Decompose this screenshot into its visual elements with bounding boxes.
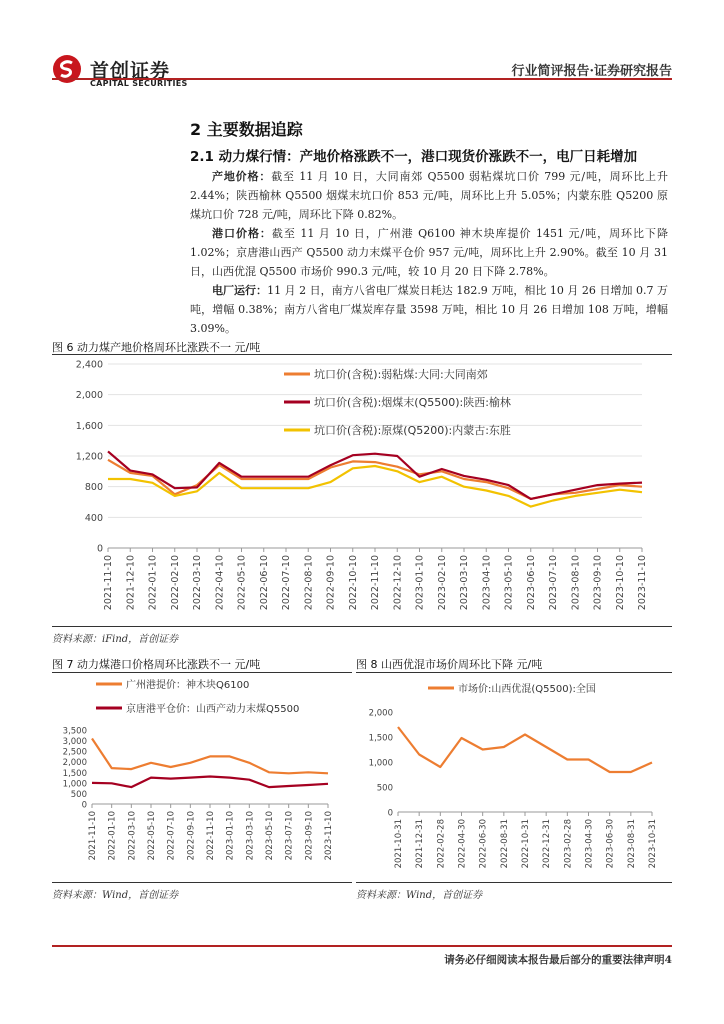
fig6-top-rule: [52, 354, 672, 355]
x-tick-label: 2023-08-31: [626, 819, 637, 869]
x-tick-label: 2022-05-10: [147, 811, 157, 861]
fig8-source: 资料来源：Wind，首创证券: [356, 890, 483, 901]
x-tick-label: 2022-03-10: [192, 555, 203, 611]
x-tick-label: 2023-09-10: [304, 811, 315, 861]
x-tick-label: 2023-05-10: [265, 811, 275, 861]
fig8-chart: [356, 674, 672, 880]
fig6-chart: [52, 356, 672, 624]
logo-text-en: CAPITAL SECURITIES: [90, 79, 188, 88]
y-tick-label: 500: [376, 783, 393, 794]
fig8-title: 图 8 山西优混市场价周环比下降 元/吨: [356, 658, 543, 671]
series-line: [92, 739, 328, 774]
report-type: 行业简评报告·证券研究报告: [511, 64, 672, 79]
x-tick-label: 2023-02-28: [563, 819, 574, 869]
fig6-title: 图 6 动力煤产地价格周环比涨跌不一 元/吨: [52, 341, 261, 354]
paragraph-label: 产地价格：: [212, 170, 272, 183]
x-tick-label: 2022-06-10: [258, 555, 270, 611]
fig7-chart: [52, 674, 352, 880]
x-tick-label: 2022-12-31: [542, 819, 553, 869]
y-tick-label: 0: [387, 808, 393, 819]
footer-disclaimer: 请务必仔细阅读本报告最后部分的重要法律声明4: [444, 954, 672, 966]
x-tick-label: 2023-10-31: [648, 819, 658, 869]
x-tick-label: 2023-08-10: [570, 555, 582, 611]
y-tick-label: 3,500: [62, 726, 87, 737]
x-tick-label: 2023-07-10: [548, 555, 559, 611]
x-tick-label: 2022-04-30: [457, 819, 468, 869]
fig8-bottom-rule: [356, 882, 672, 883]
paragraph-label: 港口价格：: [212, 227, 272, 240]
x-tick-label: 2021-12-10: [125, 555, 137, 611]
x-tick-label: 2021-11-10: [103, 555, 114, 611]
y-tick-label: 2,000: [75, 390, 103, 402]
y-tick-label: 400: [84, 512, 103, 524]
x-tick-label: 2021-10-31: [394, 819, 404, 869]
x-tick-label: 2022-07-10: [281, 555, 292, 611]
paragraph-label: 电厂运行：: [212, 284, 268, 297]
x-tick-label: 2023-05-10: [503, 555, 515, 611]
y-tick-label: 1,000: [62, 779, 87, 790]
x-tick-label: 2022-08-31: [499, 819, 510, 869]
x-tick-label: 2022-09-10: [186, 811, 197, 861]
x-tick-label: 2023-01-10: [225, 811, 236, 861]
x-tick-label: 2022-10-31: [521, 819, 531, 869]
paragraph-text: 11 月 2 日，南方八省电厂煤炭日耗达 182.9 万吨，相比 10 月 26 日增加 0.7 万吨，增幅 0.38%；南方八省电厂煤炭库存量 3598 万吨，相比 10 月 26 日增加 108 万吨，增幅 3.09%。: [190, 284, 669, 335]
paragraph-power-plant: [190, 281, 668, 338]
legend-label: 坑口价(含税):烟煤末(Q5500):陕西:榆林: [314, 396, 511, 409]
x-tick-label: 2021-11-10: [88, 811, 98, 861]
x-tick-label: 2022-06-30: [478, 819, 489, 869]
x-tick-label: 2022-02-10: [169, 555, 181, 611]
x-tick-label: 2022-05-10: [236, 555, 248, 611]
footer-divider: [52, 945, 672, 947]
x-tick-label: 2022-09-10: [325, 555, 337, 611]
legend-label: 坑口价(含税):原煤(Q5200):内蒙古:东胜: [314, 424, 511, 437]
x-tick-label: 2022-04-10: [214, 555, 226, 611]
section-title: 2 主要数据追踪: [190, 120, 303, 139]
y-tick-label: 1,500: [368, 733, 393, 744]
x-tick-label: 2023-11-10: [637, 555, 648, 611]
paragraph-text: 截至 11 月 10 日，广州港 Q6100 神木块库提价 1451 元/吨，周环比下降 1.02%；京唐港山西产 Q5500 动力末煤平仓价 957 元/吨，周环比上升 2.90%。截至 10 月 31 日，山西优混 Q5500 市场价 990.3 元/吨，较 10 月 20 日下降 2.78%。: [190, 227, 668, 278]
series-line: [398, 727, 652, 772]
x-tick-label: 2023-09-10: [592, 555, 604, 611]
legend-label: 京唐港平仓价：山西产动力末煤Q5500: [126, 704, 300, 715]
y-tick-label: 3,000: [62, 737, 87, 748]
x-tick-label: 2023-03-10: [245, 811, 256, 861]
x-tick-label: 2022-01-10: [147, 555, 159, 611]
x-tick-label: 2022-12-10: [392, 555, 404, 611]
section-subtitle: 2.1 动力煤行情：产地价格涨跌不一，港口现货价涨跌不一，电厂日耗增加: [190, 149, 638, 165]
y-tick-label: 2,000: [62, 758, 87, 769]
series-line: [108, 451, 642, 499]
logo-text-cn: 首创证券: [90, 60, 171, 82]
x-tick-label: 2022-11-10: [206, 811, 216, 861]
paragraph-text: 截至 11 月 10 日，大同南郊 Q5500 弱粘煤坑口价 799 元/吨，周环比上升 2.44%；陕西榆林 Q5500 烟煤末坑口价 853 元/吨，周环比上升 5.05%；内蒙东胜 Q5200 原煤坑口价 728 元/吨，周环比下降 0.82%。: [190, 170, 669, 221]
fig7-bottom-rule: [52, 882, 352, 883]
x-tick-label: 2023-11-10: [324, 811, 334, 861]
y-tick-label: 800: [84, 482, 103, 494]
x-tick-label: 2022-02-28: [436, 819, 447, 869]
paragraph-port-price: [190, 224, 668, 281]
legend-label: 广州港提价：神木块Q6100: [126, 680, 250, 691]
x-tick-label: 2023-10-10: [614, 555, 626, 611]
y-tick-label: 1,200: [75, 451, 103, 463]
fig6-bottom-rule: [52, 626, 672, 627]
x-tick-label: 2022-01-10: [107, 811, 118, 861]
fig7-top-rule: [52, 672, 352, 673]
fig7-title: 图 7 动力煤港口价格周环比涨跌不一 元/吨: [52, 658, 261, 671]
fig7-source: 资料来源：Wind，首创证券: [52, 890, 179, 901]
y-tick-label: 0: [96, 543, 103, 555]
x-tick-label: 2023-02-10: [436, 555, 448, 611]
y-tick-label: 2,000: [368, 708, 393, 719]
legend-label: 坑口价(含税):弱粘煤:大同:大同南郊: [314, 368, 488, 381]
x-tick-label: 2022-07-10: [166, 811, 177, 861]
x-tick-label: 2022-10-10: [347, 555, 359, 611]
x-tick-label: 2023-04-10: [481, 555, 493, 611]
y-tick-label: 1,000: [368, 758, 393, 769]
y-tick-label: 1,600: [75, 420, 103, 432]
x-tick-label: 2021-12-31: [415, 819, 426, 869]
y-tick-label: 1,500: [62, 768, 87, 779]
x-tick-label: 2022-11-10: [370, 555, 381, 611]
series-line: [92, 777, 328, 788]
x-tick-label: 2022-03-10: [127, 811, 138, 861]
y-tick-label: 2,400: [75, 359, 103, 371]
fig6-source: 资料来源：iFind，首创证券: [52, 634, 179, 645]
x-tick-label: 2023-04-30: [584, 819, 595, 869]
x-tick-label: 2023-01-10: [414, 555, 426, 611]
legend-label: 市场价:山西优混(Q5500):全国: [458, 684, 596, 695]
x-tick-label: 2023-06-10: [525, 555, 537, 611]
x-tick-label: 2023-07-10: [284, 811, 295, 861]
paragraph-origin-price: [190, 167, 668, 224]
x-tick-label: 2022-08-10: [303, 555, 315, 611]
y-tick-label: 500: [70, 789, 87, 800]
fig8-top-rule: [356, 672, 672, 673]
y-tick-label: 2,500: [62, 747, 87, 758]
x-tick-label: 2023-06-30: [605, 819, 616, 869]
y-tick-label: 0: [81, 800, 87, 811]
header-divider: [52, 78, 672, 80]
x-tick-label: 2023-03-10: [459, 555, 470, 611]
